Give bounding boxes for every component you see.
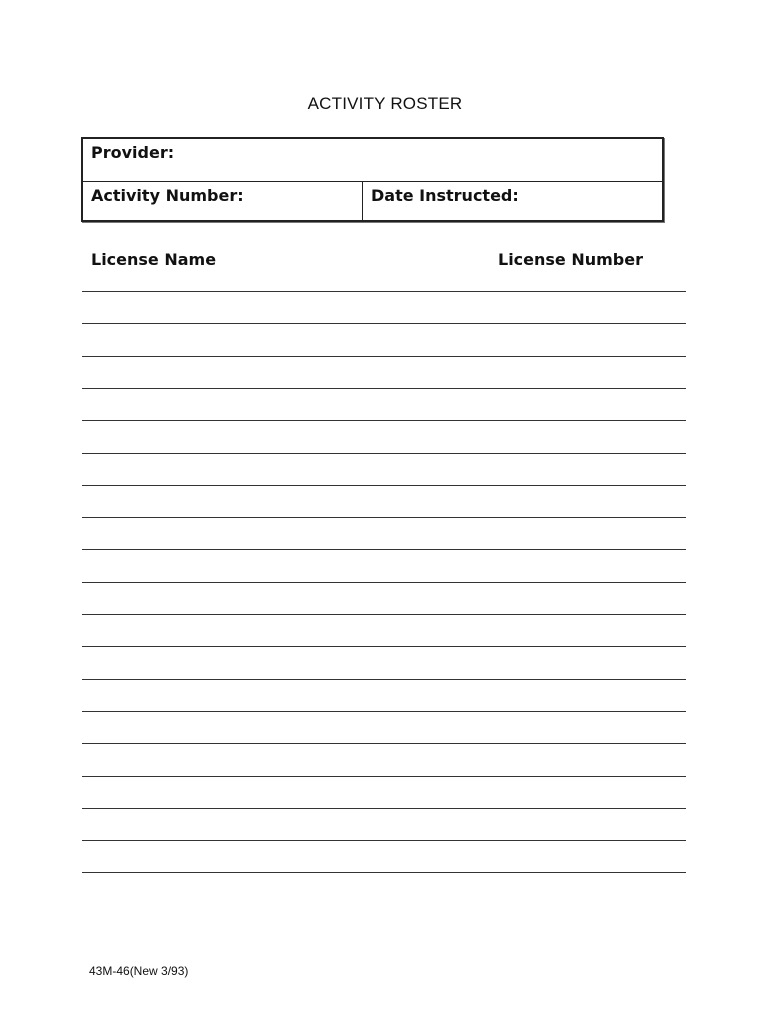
roster-line[interactable] — [82, 323, 686, 324]
roster-line[interactable] — [82, 743, 686, 744]
license-name-header: License Name — [91, 250, 217, 269]
info-box — [81, 137, 664, 222]
roster-line[interactable] — [82, 485, 686, 486]
roster-line[interactable] — [82, 453, 686, 454]
provider-row[interactable] — [83, 139, 662, 182]
info-divider — [362, 182, 363, 222]
roster-line[interactable] — [82, 517, 686, 518]
provider-label: Provider: — [91, 143, 175, 162]
activity-date-row — [83, 182, 662, 222]
form-code: 43M-46(New 3/93) — [89, 964, 189, 978]
roster-line[interactable] — [82, 614, 686, 615]
roster-line[interactable] — [82, 776, 686, 777]
roster-line[interactable] — [82, 291, 686, 292]
roster-line[interactable] — [82, 356, 686, 357]
license-number-header: License Number — [498, 250, 643, 269]
roster-line[interactable] — [82, 388, 686, 389]
roster-line[interactable] — [82, 808, 686, 809]
roster-line[interactable] — [82, 840, 686, 841]
roster-line[interactable] — [82, 872, 686, 873]
roster-line[interactable] — [82, 420, 686, 421]
page-title: ACTIVITY ROSTER — [307, 94, 463, 113]
roster-line[interactable] — [82, 646, 686, 647]
roster-line[interactable] — [82, 582, 686, 583]
date-instructed-label: Date Instructed: — [371, 186, 519, 205]
roster-line[interactable] — [82, 711, 686, 712]
roster-line[interactable] — [82, 549, 686, 550]
roster-line[interactable] — [82, 679, 686, 680]
activity-number-label: Activity Number: — [91, 186, 244, 205]
